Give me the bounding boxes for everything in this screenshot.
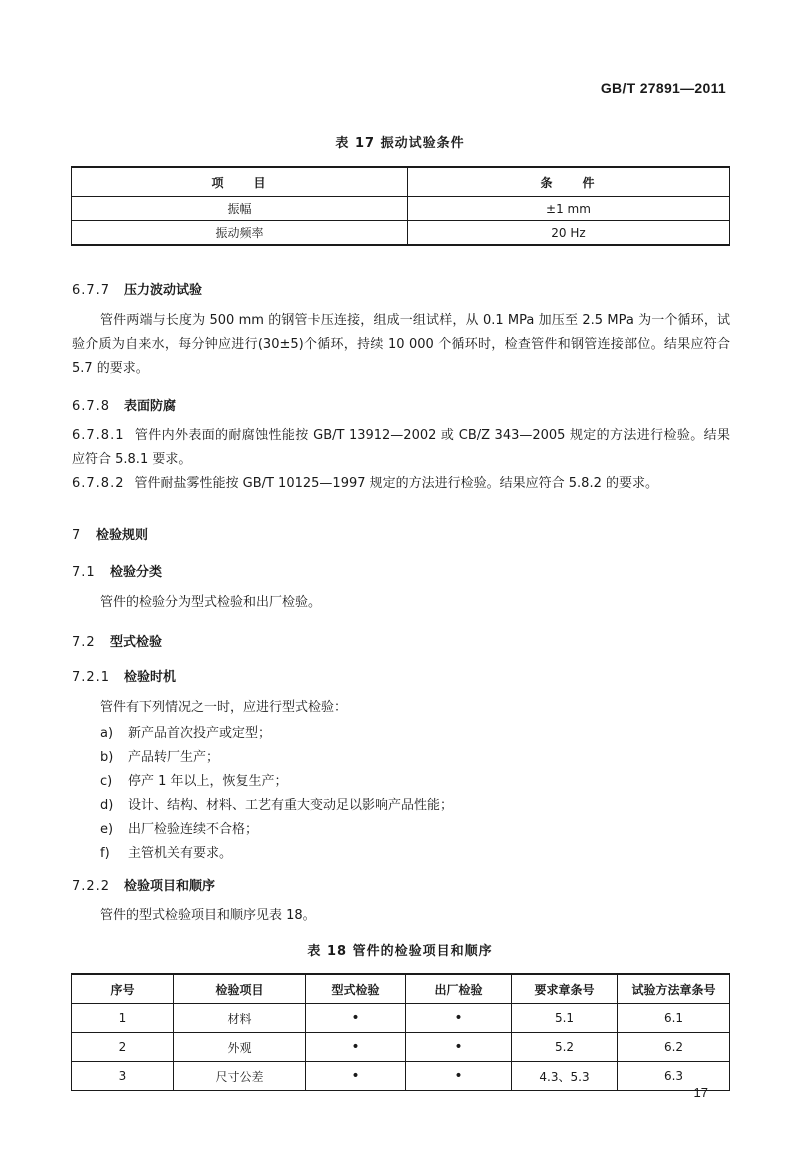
table-cell: 振幅 — [72, 197, 408, 221]
table-cell: • — [406, 1033, 512, 1062]
clause-number: 6.7.8.1 — [72, 428, 125, 443]
list-text: 设计、结构、材料、工艺有重大变动足以影响产品性能； — [128, 798, 454, 813]
list-text: 停产 1 年以上，恢复生产； — [128, 774, 288, 789]
table-cell: 6.1 — [618, 1004, 730, 1033]
list-marker: b) — [100, 750, 114, 765]
list-marker: d) — [100, 798, 114, 813]
paragraph-7-2-1-intro: 管件有下列情况之一时，应进行型式检验： — [100, 700, 348, 715]
section-title: 检验分类 — [110, 565, 163, 580]
section-heading-7-2-2 — [72, 875, 215, 894]
list-item — [100, 722, 271, 741]
table-cell: 6.2 — [618, 1033, 730, 1062]
section-number: 7.1 — [72, 565, 96, 580]
section-heading-6-7-7 — [72, 279, 202, 298]
table-cell: • — [406, 1062, 512, 1091]
table-cell: 振动频率 — [72, 221, 408, 246]
table-cell: 材料 — [174, 1004, 306, 1033]
list-marker: e) — [100, 822, 114, 837]
table-cell: 5.1 — [512, 1004, 618, 1033]
section-title: 压力波动试验 — [124, 283, 203, 298]
column-header: 试验方法章条号 — [618, 974, 730, 1004]
section-number: 7 — [72, 528, 82, 543]
list-item — [100, 746, 219, 765]
table-cell: 4.3、5.3 — [512, 1062, 618, 1091]
clause-text: 管件内外表面的耐腐蚀性能按 GB/T 13912—2002 或 CB/Z 343—2005 规定的方法进行检验。结果应符合 5.8.1 要求。 — [72, 428, 730, 467]
section-title: 检验项目和顺序 — [124, 879, 216, 894]
paragraph-6-7-7: 管件两端与长度为 500 mm 的钢管卡压连接，组成一组试样，从 0.1 MPa 加压至 2.5 MPa 为一个循环，试验介质为自来水，每分钟应进行(30±5)个循环，持续 10 000 个循环时，检查管件和钢管连接部位。结果应符合 5.7 的要求。 — [72, 313, 730, 376]
table-cell: 20 Hz — [408, 221, 730, 246]
section-number: 7.2.2 — [72, 879, 111, 894]
column-header: 出厂检验 — [406, 974, 512, 1004]
list-item — [100, 818, 258, 837]
section-heading-7-1 — [72, 561, 162, 580]
paragraph-7-2-2: 管件的型式检验项目和顺序见表 18。 — [100, 908, 316, 923]
clause-text: 管件耐盐雾性能按 GB/T 10125—1997 规定的方法进行检验。结果应符合 5.8.2 的要求。 — [134, 476, 658, 491]
column-header: 序号 — [72, 974, 174, 1004]
page-number: 17 — [693, 1085, 708, 1100]
list-marker: a) — [100, 726, 114, 741]
section-heading-6-7-8 — [72, 395, 176, 414]
table-cell: ±1 mm — [408, 197, 730, 221]
column-header: 型式检验 — [306, 974, 406, 1004]
list-text: 主管机关有要求。 — [128, 846, 233, 861]
section-number: 6.7.7 — [72, 283, 111, 298]
table-cell: 1 — [72, 1004, 174, 1033]
list-marker: c) — [100, 774, 113, 789]
section-number: 7.2.1 — [72, 670, 111, 685]
table-cell: • — [306, 1062, 406, 1091]
table-cell: 3 — [72, 1062, 174, 1091]
section-title: 检验时机 — [124, 670, 177, 685]
section-heading-7 — [72, 524, 148, 543]
list-text: 新产品首次投产或定型； — [128, 726, 272, 741]
list-marker: f) — [100, 846, 110, 861]
section-number: 7.2 — [72, 635, 96, 650]
section-heading-7-2 — [72, 631, 162, 650]
table-row — [72, 1033, 730, 1062]
table-18 — [71, 973, 730, 1091]
list-item — [100, 794, 453, 813]
table-cell: 6.3 — [618, 1062, 730, 1091]
column-header: 条 件 — [408, 167, 730, 197]
table-row — [72, 1004, 730, 1033]
standard-number: GB/T 27891—2011 — [600, 80, 726, 96]
table-cell: 2 — [72, 1033, 174, 1062]
table-row — [72, 197, 730, 221]
list-item — [100, 770, 288, 789]
list-item — [100, 842, 232, 861]
table-cell: 5.2 — [512, 1033, 618, 1062]
section-heading-7-2-1 — [72, 666, 176, 685]
table-cell: • — [306, 1004, 406, 1033]
paragraph-6-7-8-2 — [72, 472, 730, 496]
list-text: 产品转厂生产； — [128, 750, 220, 765]
section-number: 6.7.8 — [72, 399, 111, 414]
section-title: 表面防腐 — [124, 399, 177, 414]
column-header: 项 目 — [72, 167, 408, 197]
clause-number: 6.7.8.2 — [72, 476, 125, 491]
table-row — [72, 221, 730, 246]
table-header-row — [72, 167, 730, 197]
section-title: 型式检验 — [110, 635, 163, 650]
list-text: 出厂检验连续不合格； — [128, 822, 259, 837]
table-17-caption: 表 17 振动试验条件 — [335, 136, 465, 151]
table-cell: 尺寸公差 — [174, 1062, 306, 1091]
table-cell: • — [306, 1033, 406, 1062]
table-cell: • — [406, 1004, 512, 1033]
column-header: 要求章条号 — [512, 974, 618, 1004]
table-18-caption: 表 18 管件的检验项目和顺序 — [307, 944, 493, 959]
table-row — [72, 1062, 730, 1091]
paragraph-7-1: 管件的检验分为型式检验和出厂检验。 — [100, 595, 322, 610]
column-header: 检验项目 — [174, 974, 306, 1004]
table-header-row — [72, 974, 730, 1004]
table-cell: 外观 — [174, 1033, 306, 1062]
paragraph-6-7-8-1 — [72, 424, 730, 472]
section-title: 检验规则 — [96, 528, 149, 543]
table-17 — [71, 166, 730, 246]
